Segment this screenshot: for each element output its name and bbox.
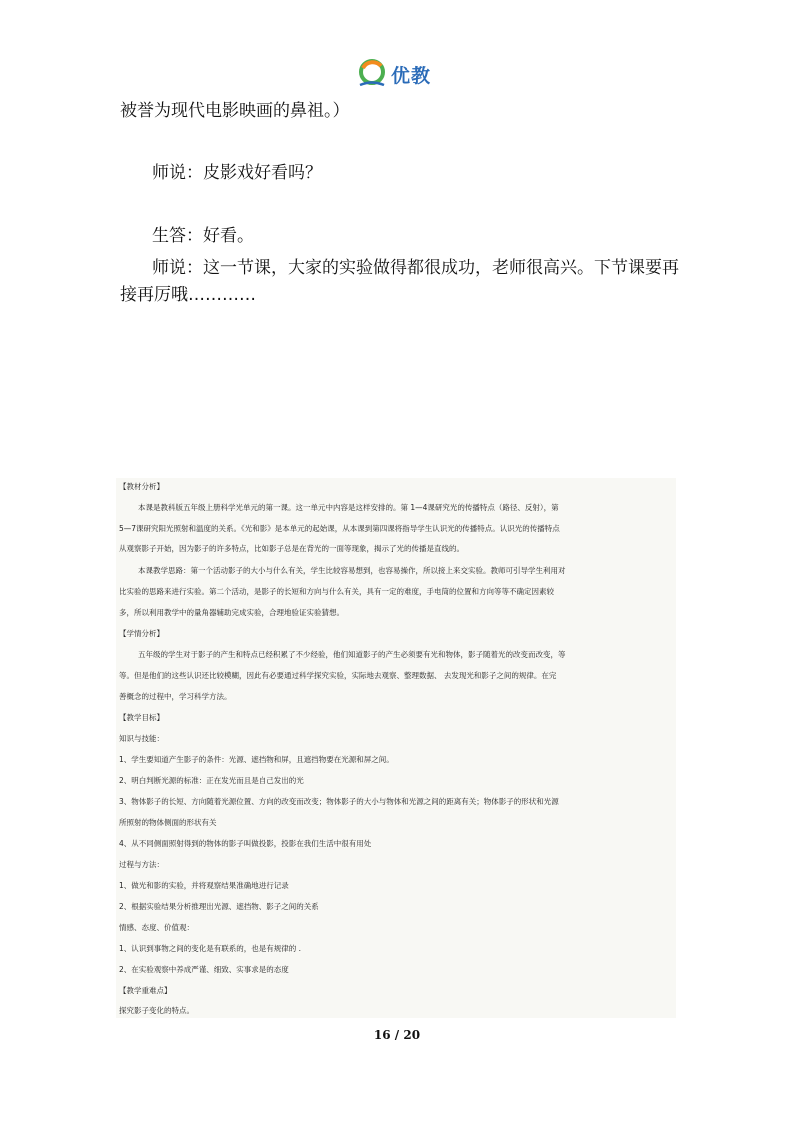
page-number: 16 / 20	[373, 1028, 421, 1042]
box-line: 五年级的学生对于影子的产生和特点已经积累了不少经验，他们知道影子的产生必须要有光和物体，影子随着光的改变而改变，等	[138, 650, 566, 659]
box-heading-goals: 【教学目标】	[119, 713, 164, 722]
youjiao-logo-icon	[357, 58, 387, 90]
box-heading-material: 【教材分析】	[119, 482, 164, 491]
box-line: 多，所以利用教学中的量角器辅助完成实验，合理地验证实验猜想。	[119, 608, 344, 617]
box-line: 5—7课研究阳光照射和温度的关系。《光和影》是本单元的起始课，从本课到第四课将指导学生认识光的传播特点。认识光的传播特点	[119, 524, 560, 533]
box-line: 2、根据实验结果分析推理出光源、遮挡物、影子之间的关系	[119, 902, 319, 911]
box-line: 知识与技能：	[119, 734, 164, 743]
box-line: 2、在实验观察中养成严谨、细致、实事求是的态度	[119, 965, 289, 974]
box-line: 本课是教科版五年级上册科学光单元的第一课。这一单元中内容是这样安排的。第 1—4课研究光的传播特点（路径、反射），第	[138, 503, 559, 512]
box-line: 探究影子变化的特点。	[119, 1006, 194, 1015]
box-line: 等。但是他们的这些认识还比较模糊，因此有必要通过科学探究实验，实际地去观察、整理数据、 去发现光和影子之间的规律。在完	[119, 671, 557, 680]
box-line: 从观察影子开始，因为影子的许多特点，比如影子总是在背光的一面等现象，揭示了光的传播是直线的。	[119, 544, 464, 553]
paragraph-4: 师说：这一节课，大家的实验做得都很成功，老师很高兴。下节课要再接再厉哦…………	[120, 258, 679, 305]
logo-text: 优教	[391, 64, 432, 87]
header-logo	[357, 57, 431, 91]
box-line: 过程与方法：	[119, 860, 164, 869]
box-line: 3、物体影子的长短、方向随着光源位置、方向的改变而改变；物体影子的大小与物体和光源之间的距离有关；物体影子的形状和光源	[119, 797, 559, 806]
box-heading-keypoints: 【教学重难点】	[119, 986, 172, 995]
box-line: 4、从不同侧面照射得到的物体的影子叫做投影，投影在我们生活中很有用处	[119, 839, 372, 848]
box-line: 1、学生要知道产生影子的条件：光源、遮挡物和屏，且遮挡物要在光源和屏之间。	[119, 755, 394, 764]
box-line: 1、认识到事物之间的变化是有联系的，也是有规律的 .	[119, 944, 302, 953]
box-line: 本课教学思路：第一个活动影子的大小与什么有关，学生比较容易想到，也容易操作，所以接上来交实验。教师可引导学生利用对	[138, 566, 566, 575]
box-heading-students: 【学情分析】	[119, 629, 164, 638]
box-line: 2、明白判断光源的标准：正在发光而且是自己发出的光	[119, 776, 304, 785]
box-line: 所照射的物体侧面的形状有关	[119, 818, 217, 827]
box-line: 善概念的过程中，学习科学方法。	[119, 692, 232, 701]
box-line: 比实验的思路来进行实验。第二个活动，是影子的长短和方向与什么有关，具有一定的难度，手电筒的位置和方向等等不确定因素较	[119, 587, 554, 596]
paragraph-1: 被誉为现代电影映画的鼻祖。）	[120, 101, 350, 121]
box-line: 1、做光和影的实验，并将观察结果准确地进行记录	[119, 881, 289, 890]
paragraph-2: 师说：皮影戏好看吗？	[152, 163, 322, 183]
box-line: 情感、态度、价值观：	[119, 923, 194, 932]
lesson-plan-box	[116, 478, 676, 1018]
paragraph-3: 生答：好看。	[152, 226, 254, 246]
